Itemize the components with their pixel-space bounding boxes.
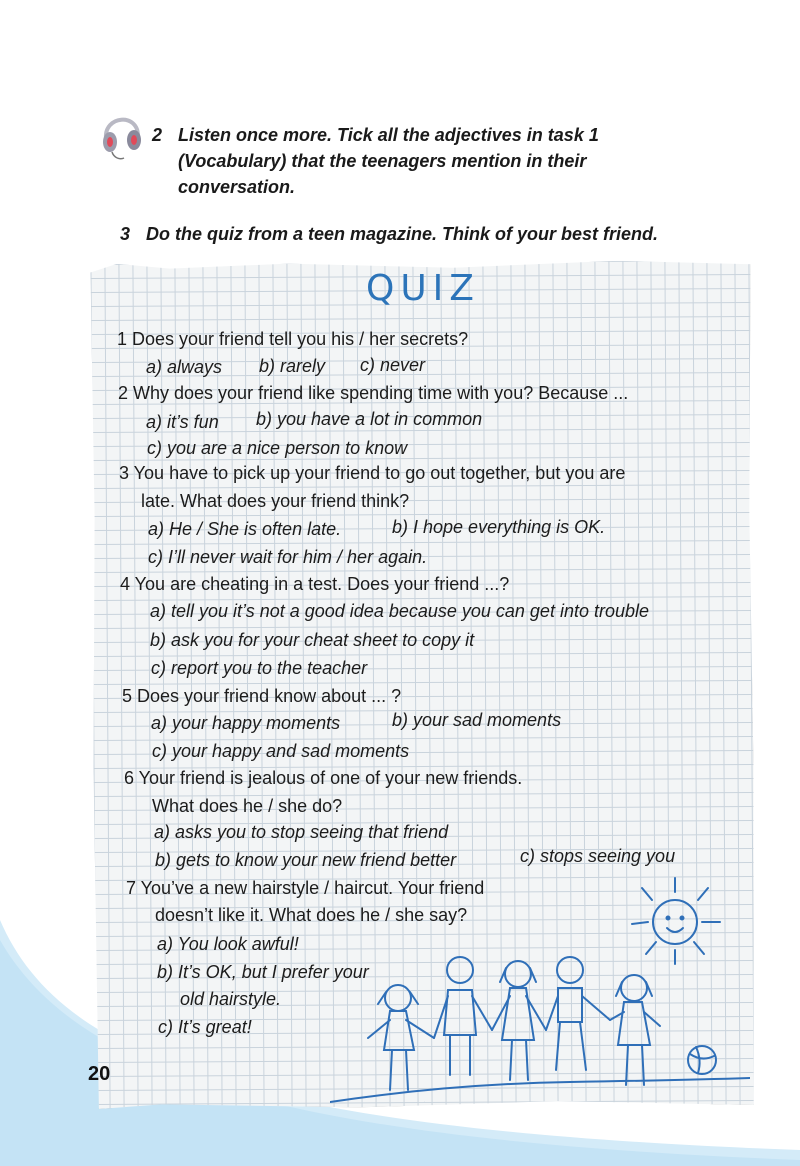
q4-option-c: c) report you to the teacher (151, 658, 368, 678)
ball-icon (688, 1046, 716, 1074)
question-7-line-1: 7 You’ve a new hairstyle / haircut. Your friend (126, 878, 485, 898)
q5-option-c: c) your happy and sad moments (152, 741, 410, 761)
question-3-line-2: late. What does your friend think? (141, 491, 410, 511)
question-4: 4 You are cheating in a test. Does your friend ...? (120, 574, 510, 594)
q2-option-a: a) it’s fun (146, 412, 219, 432)
q1-option-a: a) always (146, 357, 223, 377)
kid-figure-4 (546, 957, 610, 1070)
task-3-number: 3 (120, 224, 131, 244)
task-3 (120, 221, 760, 247)
q1-option-c: c) never (360, 355, 426, 375)
q2-option-c: c) you are a nice person to know (147, 438, 408, 458)
q6-option-c: c) stops seeing you (520, 846, 676, 866)
task-2-number: 2 (152, 125, 163, 145)
q7-option-a: a) You look awful! (157, 934, 299, 954)
question-2: 2 Why does your friend like spending time with you? Because ... (118, 383, 629, 403)
kid-figure-1 (368, 985, 434, 1090)
q3-option-b: b) I hope everything is OK. (392, 517, 606, 537)
task-2-line-3: conversation. (178, 177, 296, 197)
task-2-line-2: (Vocabulary) that the teenagers mention in their (178, 151, 587, 171)
question-3-line-1: 3 You have to pick up your friend to go out together, but you are (119, 463, 626, 483)
q2-option-b: b) you have a lot in common (256, 409, 483, 429)
question-5: 5 Does your friend know about ... ? (122, 686, 402, 706)
q5-option-a: a) your happy moments (151, 713, 341, 733)
task-2 (152, 122, 712, 200)
q7-option-c: c) It’s great! (158, 1017, 252, 1037)
q6-option-a: a) asks you to stop seeing that friend (154, 822, 449, 842)
question-1: 1 Does your friend tell you his / her secrets? (117, 329, 469, 349)
q4-option-b: b) ask you for your cheat sheet to copy it (150, 630, 475, 650)
headphones-icon (98, 108, 146, 162)
kid-figure-3 (492, 961, 546, 1080)
task-2-line-1: Listen once more. Tick all the adjectives in task 1 (178, 125, 599, 145)
question-7-line-2: doesn’t like it. What does he / she say? (155, 905, 468, 925)
q3-option-c: c) I’ll never wait for him / her again. (148, 547, 428, 567)
question-6-line-2: What does he / she do? (152, 796, 343, 816)
q5-option-b: b) your sad moments (392, 710, 562, 730)
kid-figure-2 (434, 957, 492, 1075)
page-number: 20 (88, 1063, 111, 1085)
q3-option-a: a) He / She is often late. (148, 519, 342, 539)
ground-line (330, 1078, 750, 1102)
sun-icon (632, 878, 720, 964)
kids-drawing-image (330, 870, 750, 1110)
q6-option-b: b) gets to know your new friend better (155, 850, 457, 870)
q7-option-b-line-2: old hairstyle. (180, 989, 282, 1009)
q1-option-b: b) rarely (259, 356, 326, 376)
q7-option-b-line-1: b) It’s OK, but I prefer your (157, 962, 369, 982)
quiz-title: QUIZ (366, 268, 480, 309)
question-6-line-1: 6 Your friend is jealous of one of your new friends. (124, 768, 523, 788)
q4-option-a: a) tell you it’s not a good idea because you can get into trouble (150, 601, 650, 621)
task-3-text: Do the quiz from a teen magazine. Think of your best friend. (146, 224, 659, 244)
kid-figure-5 (610, 975, 660, 1085)
